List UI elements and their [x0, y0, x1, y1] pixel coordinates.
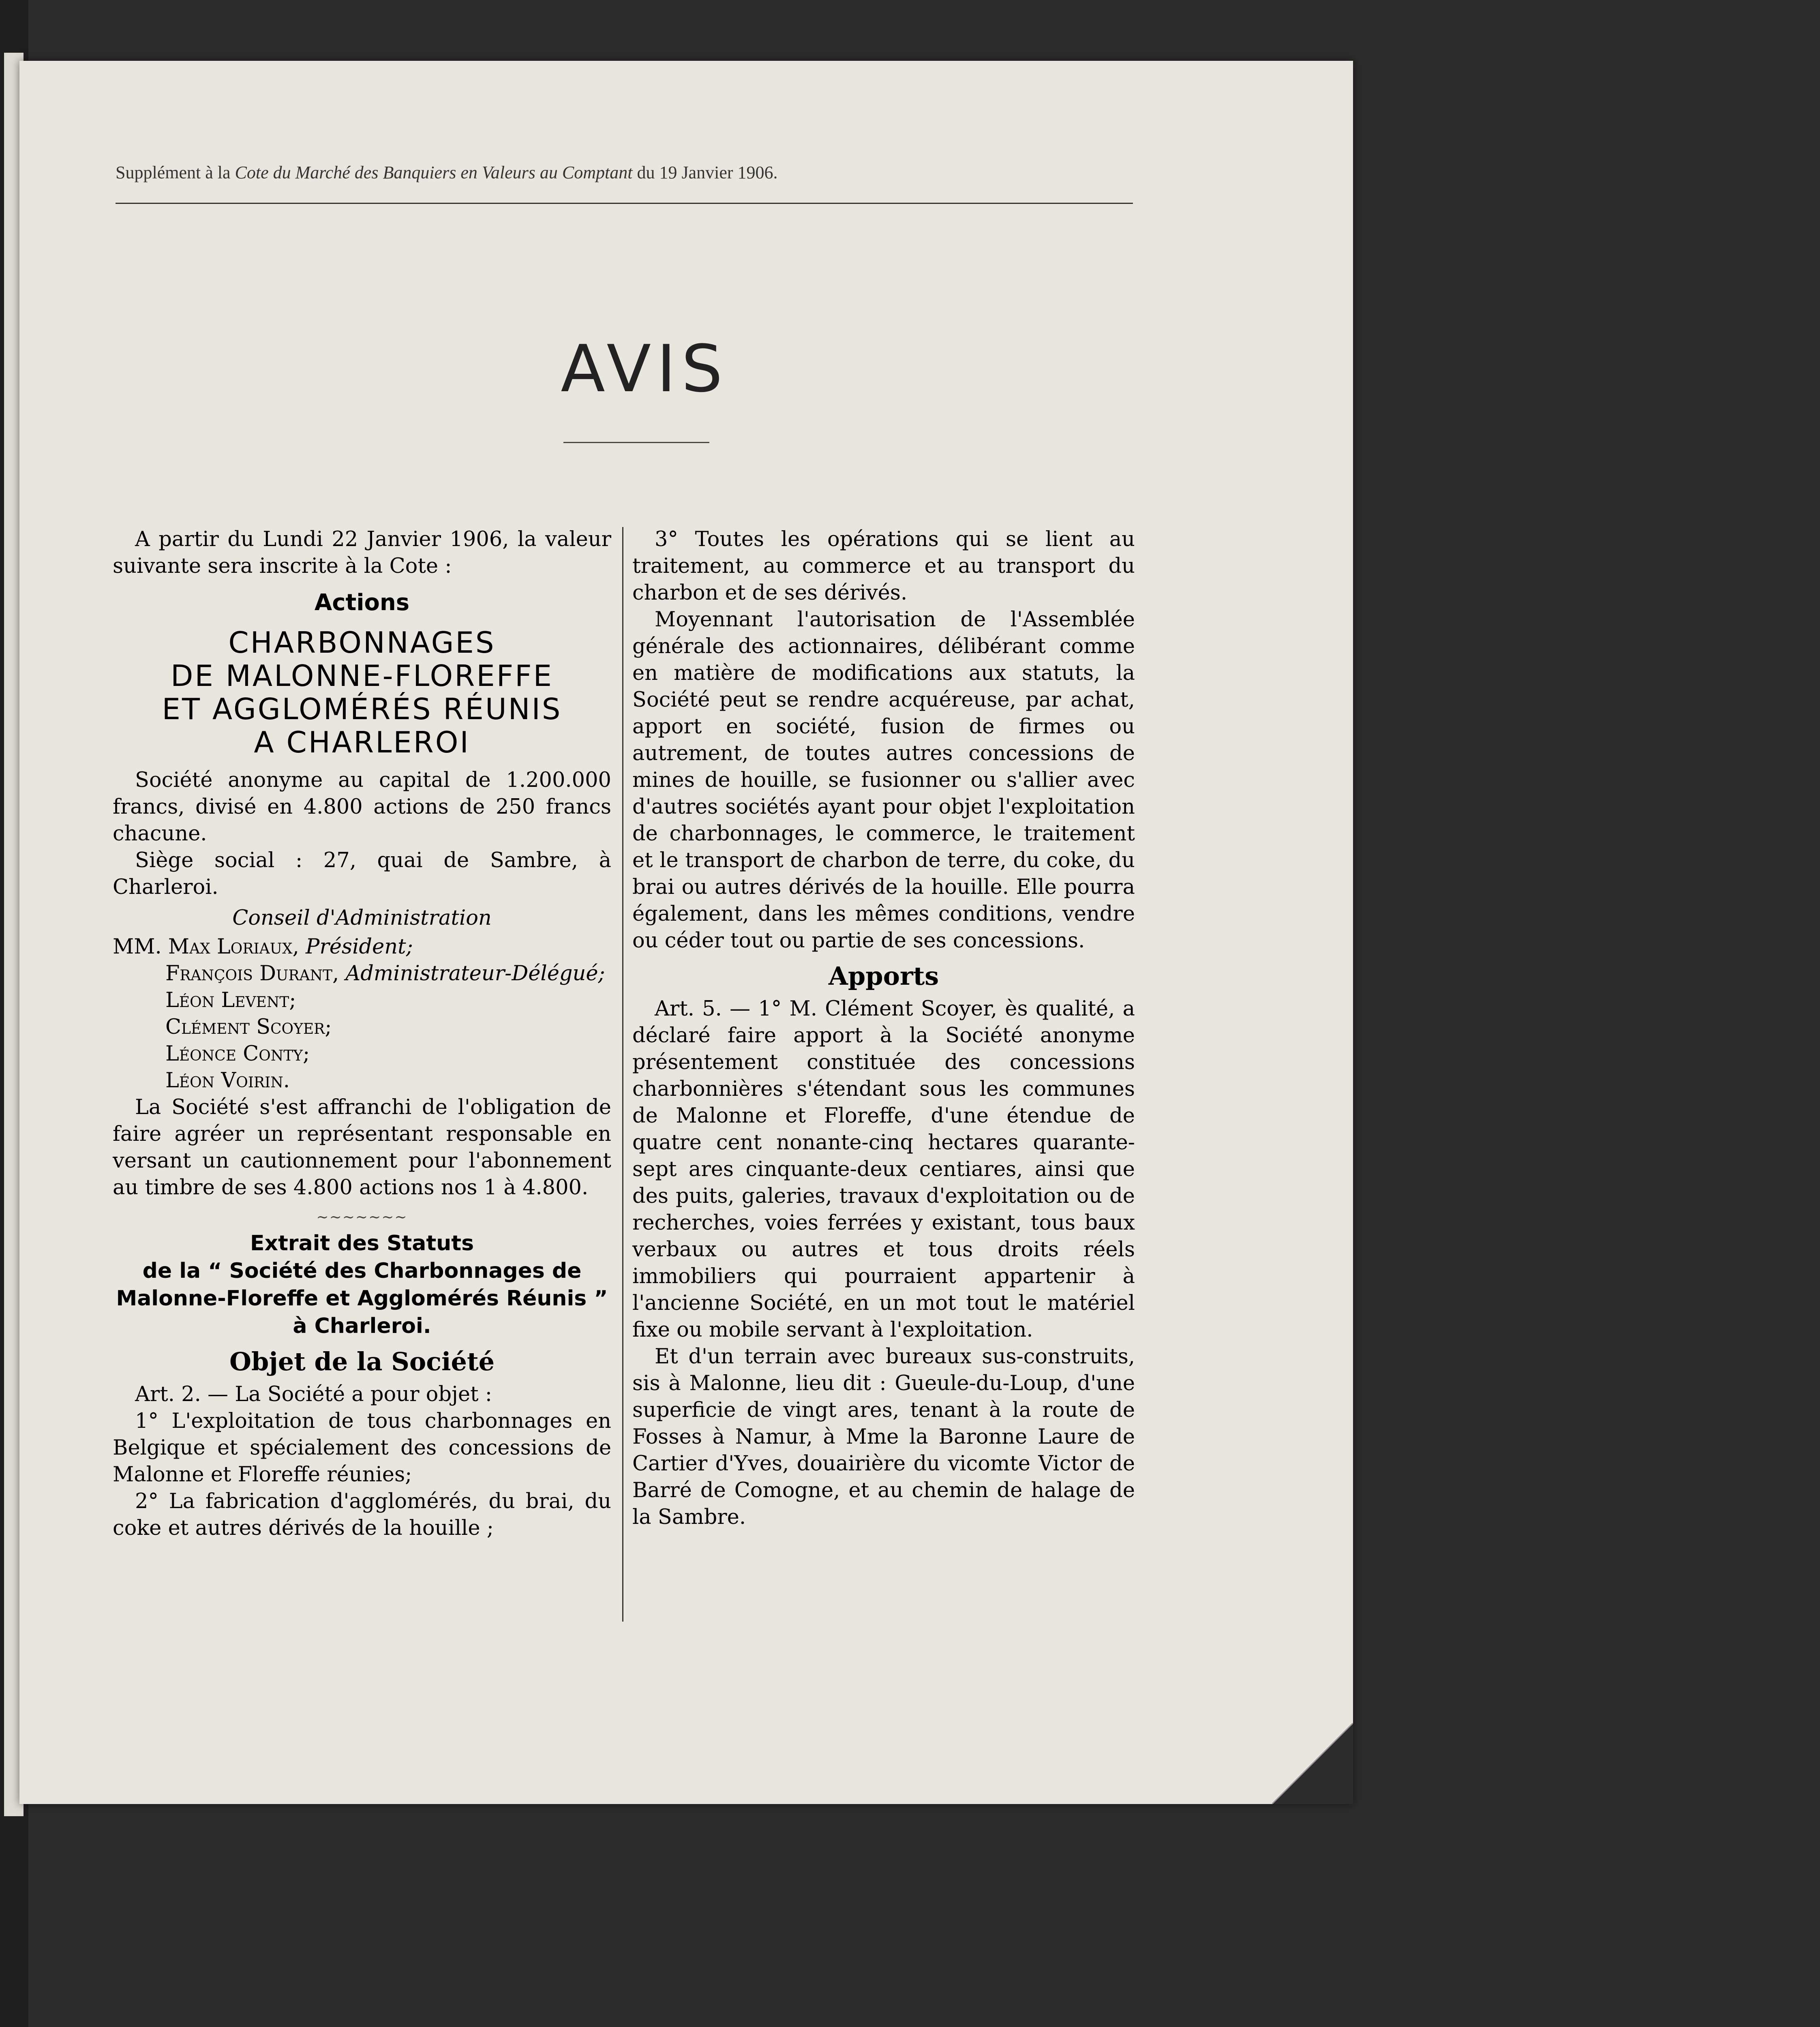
company-name-line: DE MALONNE-FLOREFFE [170, 659, 554, 693]
point1-text: 1° L'exploitation de tous charbonnages en Belgique et spécialement des concessions de Malonne et Floreffe réunies; [113, 1409, 611, 1487]
left-column [113, 526, 611, 1621]
art5-text: Art. 5. — 1° M. Clément Scoyer, ès qualité, a déclaré faire apport à la Société anonyme présentement constituée des concessions charbonnières s'étendant sous les communes de Malonne et Floreffe, d'une étendue de quatre cent nonante-cinq hectares quarante-sept ares cinquante-deux centiares, ainsi que des puits, galeries, travaux d'exploitation ou de recherches, voies ferrées y existant, tous baux verbaux ou autres et tous droits réels immobiliers qui pourraient appartenir à l'ancienne Société, en un mot tout le matériel fixe ou mobile servant à l'exploitation. [632, 997, 1135, 1342]
apports-heading: Apports [828, 961, 939, 991]
moyennant-text: Moyennant l'autorisation de l'Assemblée générale des actionnaires, délibérant comme en matière de modifications aux statuts, la Société peut se rendre acquéreuse, par achat, apport en société, fusion de firmes ou autrement, de toutes autres concessions de mines de houille, se fusionner ou s'allier avec d'autres sociétés ayant pour objet l'exploitation de charbonnages, le commerce, le traitement et le transport de charbon de terre, du coke, du brai ou autres dérivés de la houille. Elle pourra également, dans les mêmes conditions, vendre ou céder tout ou partie de ses concessions. [632, 608, 1135, 953]
board-member-role: Président; [306, 935, 413, 959]
page-title: AVIS [561, 331, 728, 407]
point3-text: 3° Toutes les opérations qui se lient au traitement, au commerce et au transport du charbon et de ses dérivés. [632, 527, 1135, 605]
section-separator: ~~~~~~~ [316, 1209, 408, 1226]
board-member [165, 1014, 611, 1041]
board-member [165, 960, 611, 987]
board-member-role: Administrateur-Délégué; [345, 962, 605, 986]
board-member-name: Léon Levent; [165, 988, 296, 1012]
company-name-line: A CHARLEROI [254, 725, 470, 759]
title-rule [563, 442, 709, 443]
art2-text: Art. 2. — La Société a pour objet : [135, 1382, 492, 1406]
board-member [113, 934, 611, 960]
header-prefix: Supplément à la [116, 163, 235, 182]
intro-text: A partir du Lundi 22 Janvier 1906, la valeur suivante sera inscrite à la Cote : [113, 527, 611, 578]
board-member-name: Clément Scoyer; [165, 1015, 332, 1039]
right-column [632, 526, 1135, 1621]
terrain-text: Et d'un terrain avec bureaux sus-construits, sis à Malonne, lieu dit : Gueule-du-Loup, d'une superficie de vingt ares, tenant à la route de Fosses à Namur, à Mme la Baronne Laure de Cartier d'Yves, douairière du vicomte Victor de Barré de Comogne, et au chemin de halage de la Sambre. [632, 1345, 1135, 1529]
page-header [116, 162, 1133, 204]
company-name [113, 626, 611, 759]
board-list [113, 934, 611, 1094]
board-member [165, 1067, 611, 1094]
header-publication: Cote du Marché des Banquiers en Valeurs au Comptant [235, 163, 633, 182]
board-member-name: Max Loriaux, [168, 935, 299, 959]
actions-heading: Actions [314, 589, 410, 616]
board-member [165, 987, 611, 1014]
conseil-heading: Conseil d'Administration [232, 906, 492, 930]
affranchi-text: La Société s'est affranchi de l'obligation de faire agréer un représentant responsable en versant un cautionnement pour l'abonnement au timbre de ses 4.800 actions nos 1 à 4.800. [113, 1095, 611, 1200]
board-member-name: Léon Voirin. [165, 1069, 290, 1093]
company-name-line: CHARBONNAGES [228, 626, 496, 660]
extrait-heading-line: à Charleroi. [293, 1314, 431, 1338]
siege-text: Siège social : 27, quai de Sambre, à Charleroi. [113, 849, 611, 899]
extrait-heading-line: Malonne-Floreffe et Agglomérés Réunis ” [116, 1286, 608, 1311]
board-member [165, 1041, 611, 1067]
header-date: du 19 Janvier 1906. [632, 163, 778, 182]
board-member-name: François Durant, [165, 962, 339, 986]
point2-text: 2° La fabrication d'agglomérés, du brai, du coke et autres dérivés de la houille ; [113, 1489, 611, 1540]
board-member-name: Léonce Conty; [165, 1042, 310, 1066]
board-prefix: MM. [113, 935, 162, 959]
capital-text: Société anonyme au capital de 1.200.000 francs, divisé en 4.800 actions de 250 francs chacune. [113, 768, 611, 846]
objet-heading: Objet de la Société [229, 1347, 495, 1376]
column-divider [622, 527, 623, 1622]
extrait-heading-line: de la “ Société des Charbonnages de [142, 1259, 582, 1283]
company-name-line: ET AGGLOMÉRÉS RÉUNIS [162, 692, 562, 726]
corner-fold [1272, 1723, 1353, 1804]
extrait-heading [113, 1230, 611, 1340]
extrait-heading-line: Extrait des Statuts [250, 1231, 474, 1256]
